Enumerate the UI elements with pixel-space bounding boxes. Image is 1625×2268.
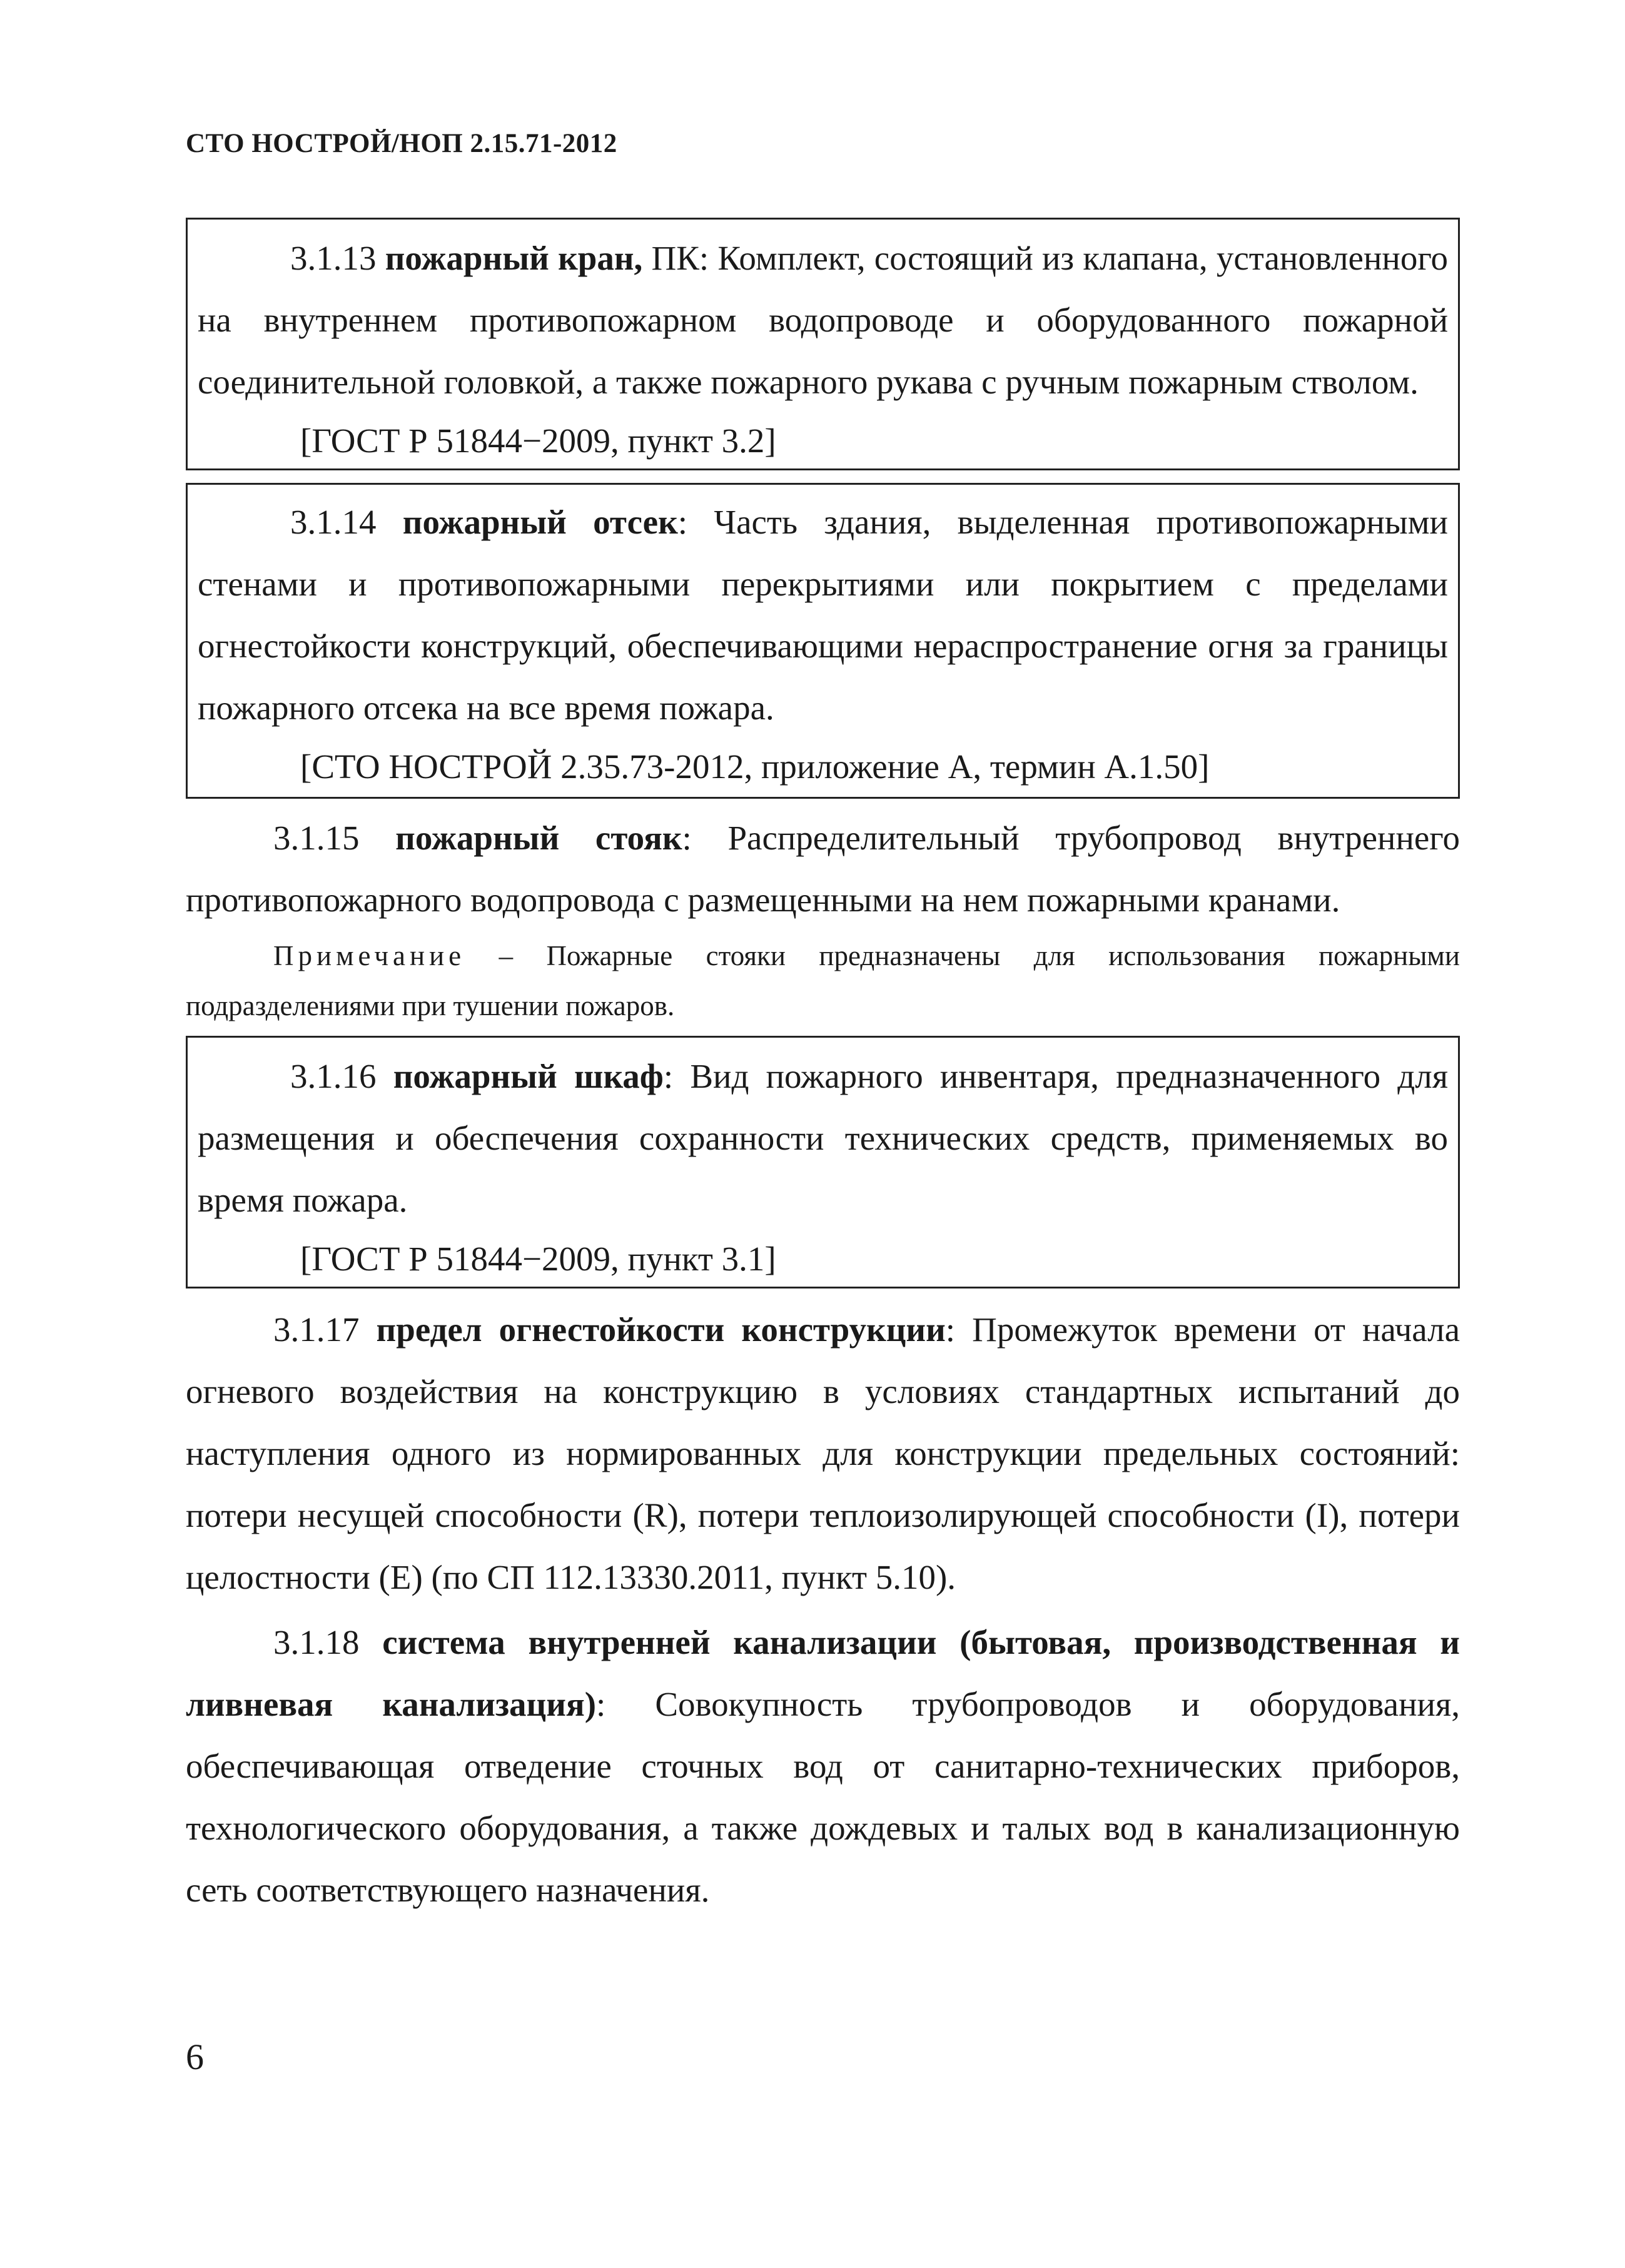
term-definition: : Часть здания, выделенная противопожарными стенами и противопожарными перекрытиями или покрытием с пределами огнестойкости конструкций, обеспечивающими нераспространение огня за границы пожарного отсека на все время пожара.: [198, 503, 1448, 727]
term-definition: ПК: Комплект, состоящий из клапана, установленного на внутреннем противопожарном водопроводе и оборудованного пожарной соединительной головкой, а также пожарного рукава с ручным пожарным стволом.: [198, 239, 1449, 401]
term-paragraph: [198, 491, 1448, 739]
term-title: пожарный стояк: [395, 819, 682, 857]
note-text: – Пожарные стояки предназначены для использования пожарными подразделениями при тушении пожаров.: [186, 940, 1460, 1021]
term-3-1-17: [186, 1299, 1460, 1608]
term-title: пожарный кран,: [385, 239, 643, 277]
term-3-1-18: [186, 1611, 1460, 1921]
term-source: [СТО НОСТРОЙ 2.35.73-2012, приложение А, термин А.1.50]: [300, 747, 1210, 786]
term-number: 3.1.18: [273, 1623, 360, 1661]
term-box-3-1-16: [186, 1036, 1460, 1288]
document-header: СТО НОСТРОЙ/НОП 2.15.71-2012: [186, 129, 617, 158]
note-label: Примечание: [273, 940, 466, 971]
term-paragraph: [186, 1611, 1460, 1921]
term-box-3-1-13: [186, 218, 1460, 470]
term-source: [ГОСТ Р 51844−2009, пункт 3.1]: [300, 1240, 776, 1278]
term-title: пожарный шкаф: [393, 1057, 664, 1095]
term-number: 3.1.17: [273, 1310, 360, 1349]
term-3-1-15: [186, 807, 1460, 1031]
term-definition: : Распределительный трубопровод внутреннего противопожарного водопровода с размещенными на нем пожарными кранами.: [186, 819, 1460, 919]
term-number: 3.1.13: [290, 239, 377, 277]
term-note: [186, 931, 1460, 1031]
term-paragraph: [186, 807, 1460, 931]
term-box-3-1-14: [186, 483, 1460, 799]
term-title: пожарный отсек: [402, 503, 678, 541]
page-number: 6: [186, 2037, 204, 2077]
term-title: предел огнестойкости конструкции: [376, 1310, 946, 1349]
term-paragraph: [198, 227, 1448, 413]
term-source: [ГОСТ Р 51844−2009, пункт 3.2]: [300, 422, 776, 460]
term-paragraph: [198, 1045, 1448, 1231]
term-definition: : Вид пожарного инвентаря, предназначенного для размещения и обеспечения сохранности технических средств, применяемых во время пожара.: [198, 1057, 1449, 1219]
term-number: 3.1.14: [290, 503, 377, 541]
term-definition: : Совокупность трубопроводов и оборудования, обеспечивающая отведение сточных вод от санитарно-технических приборов, технологического оборудования, а также дождевых и талых вод в канализационную сеть соответствующего назначения.: [186, 1685, 1460, 1909]
term-definition: : Промежуток времени от начала огневого воздействия на конструкцию в условиях стандартных испытаний до наступления одного из нормированных для конструкции предельных состояний: потери несущей способности (R), потери теплоизолирующей способности (I), потери целостности (Е) (по СП 112.13330.2011, пункт 5.10).: [186, 1310, 1460, 1596]
term-title: система внутренней канализации (бытовая, производственная и ливневая канализация): [186, 1623, 1460, 1723]
term-number: 3.1.15: [273, 819, 360, 857]
term-paragraph: [186, 1299, 1460, 1608]
term-number: 3.1.16: [290, 1057, 377, 1095]
